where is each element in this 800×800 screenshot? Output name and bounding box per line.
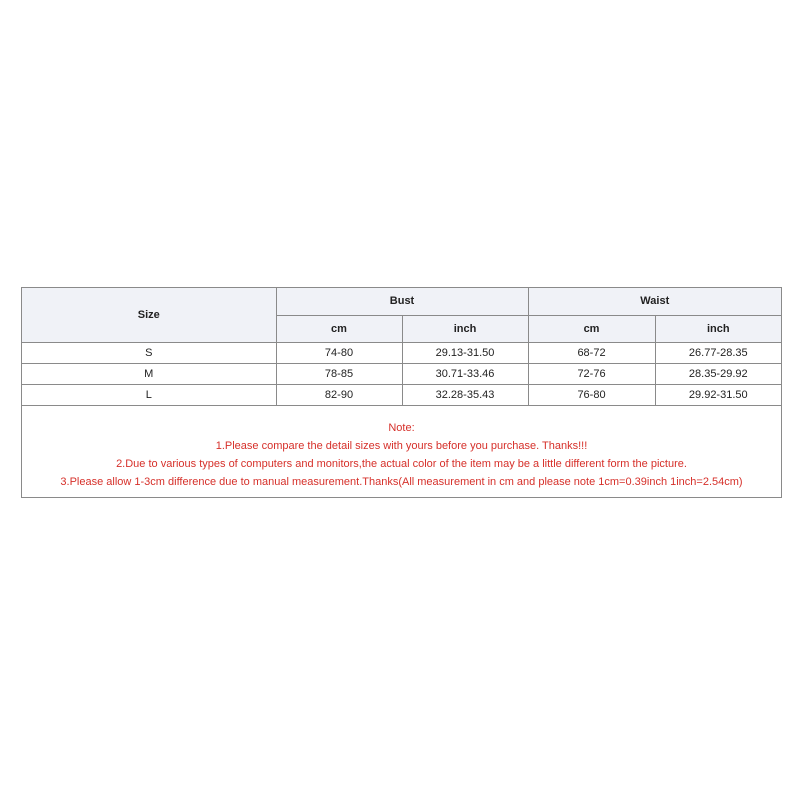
header-row-groups xyxy=(22,288,781,315)
size-chart xyxy=(21,287,782,498)
table-row xyxy=(22,342,781,363)
size-cell: M xyxy=(22,363,276,384)
size-cell: S xyxy=(22,342,276,363)
bust-inch-cell: 30.71-33.46 xyxy=(402,363,528,384)
table-row xyxy=(22,363,781,384)
waist-cm-cell: 68-72 xyxy=(528,342,655,363)
table-row xyxy=(22,384,781,405)
bust-cm-header: cm xyxy=(276,315,402,342)
waist-inch-cell: 26.77-28.35 xyxy=(655,342,781,363)
waist-cm-cell: 72-76 xyxy=(528,363,655,384)
waist-header: Waist xyxy=(528,288,781,315)
note-line-2: 2.Due to various types of computers and monitors,the actual color of the item may be a little different form the picture. xyxy=(116,457,687,470)
waist-inch-cell: 28.35-29.92 xyxy=(655,363,781,384)
bust-cm-cell: 74-80 xyxy=(276,342,402,363)
notes-section xyxy=(22,406,781,495)
bust-inch-header: inch xyxy=(402,315,528,342)
size-header: Size xyxy=(22,288,276,342)
note-line-1: 1.Please compare the detail sizes with yours before you purchase. Thanks!!! xyxy=(215,439,588,452)
size-table xyxy=(22,288,781,406)
waist-inch-header: inch xyxy=(655,315,781,342)
waist-cm-cell: 76-80 xyxy=(528,384,655,405)
size-cell: L xyxy=(22,384,276,405)
bust-cm-cell: 82-90 xyxy=(276,384,402,405)
waist-cm-header: cm xyxy=(528,315,655,342)
bust-header: Bust xyxy=(276,288,528,315)
note-line-3: 3.Please allow 1-3cm difference due to manual measurement.Thanks(All measurement in cm and please note 1cm=0.39inch 1inch=2.54cm) xyxy=(60,475,743,488)
note-title: Note: xyxy=(388,421,415,434)
bust-inch-cell: 32.28-35.43 xyxy=(402,384,528,405)
bust-cm-cell: 78-85 xyxy=(276,363,402,384)
bust-inch-cell: 29.13-31.50 xyxy=(402,342,528,363)
waist-inch-cell: 29.92-31.50 xyxy=(655,384,781,405)
